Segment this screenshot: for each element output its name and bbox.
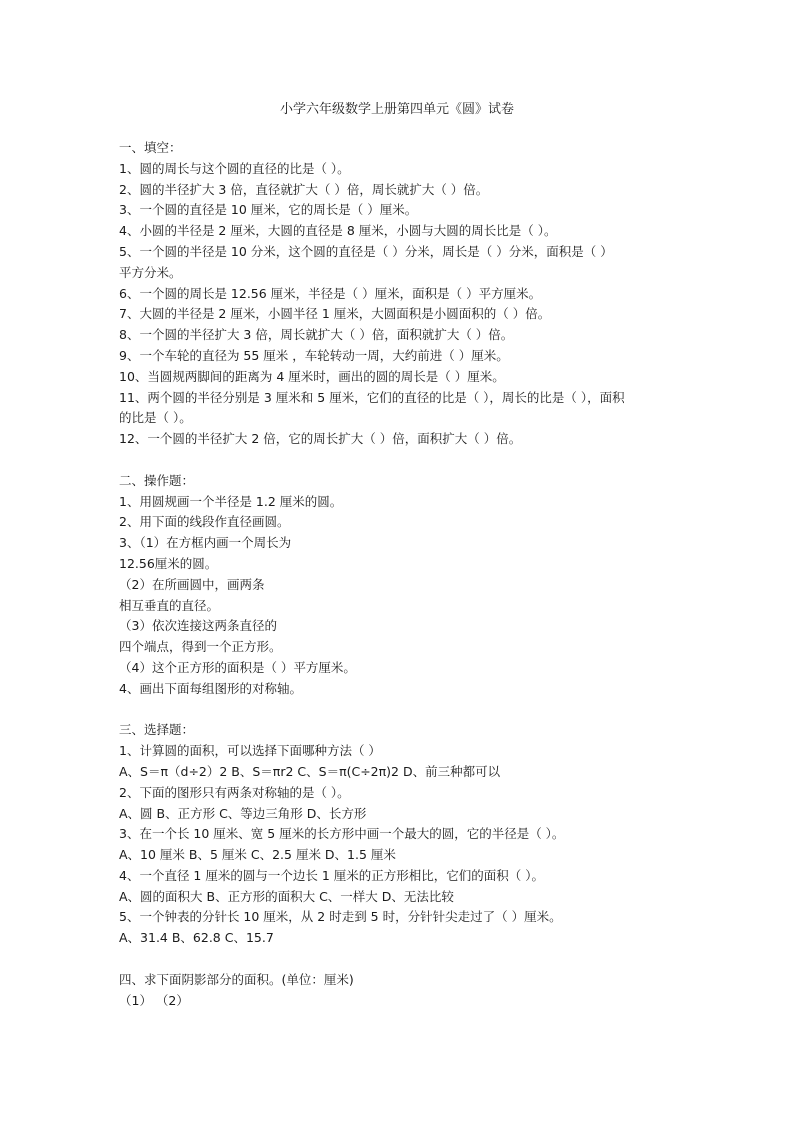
section-spacer bbox=[119, 700, 679, 721]
question-line: 3、在一个长 10 厘米、宽 5 厘米的长方形中画一个最大的圆，它的半径是（ ）。 bbox=[119, 826, 565, 842]
question-line: 3、一个圆的直径是 10 厘米，它的周长是（ ）厘米。 bbox=[119, 202, 418, 218]
question-line: 4、一个直径 1 厘米的圆与一个边长 1 厘米的正方形相比，它们的面积（ ）。 bbox=[119, 867, 544, 883]
question-line: （3）依次连接这两条直径的 bbox=[119, 618, 277, 634]
section-fill-in bbox=[119, 138, 679, 450]
choice-line: A、10 厘米 B、5 厘米 C、2.5 厘米 D、1.5 厘米 bbox=[119, 847, 396, 863]
question-line: 2、圆的半径扩大 3 倍，直径就扩大（ ）倍，周长就扩大（ ）倍。 bbox=[119, 181, 489, 197]
section-heading: 四、求下面阴影部分的面积。(单位：厘米) bbox=[119, 971, 354, 987]
question-line: 10、当圆规两脚间的距离为 4 厘米时，画出的圆的周长是（ ）厘米。 bbox=[119, 368, 505, 384]
question-line: 相互垂直的直径。 bbox=[119, 597, 220, 613]
question-line: 1、圆的周长与这个圆的直径的比是（ ）。 bbox=[119, 160, 350, 176]
question-line: 3、（1）在方框内画一个周长为 bbox=[119, 535, 292, 551]
section-spacer bbox=[119, 949, 679, 970]
question-line: 9、一个车轮的直径为 55 厘米 ，车轮转动一周，大约前进（ ）厘米。 bbox=[119, 347, 509, 363]
section-operation bbox=[119, 471, 679, 700]
question-line: （1） （2） bbox=[119, 992, 189, 1008]
section-heading: 二、操作题： bbox=[119, 472, 195, 488]
section-heading: 三、选择题： bbox=[119, 722, 195, 738]
section-spacer bbox=[119, 450, 679, 471]
choice-line: A、圆的面积大 B、正方形的面积大 C、一样大 D、无法比较 bbox=[119, 888, 454, 904]
question-line: 11、两个圆的半径分别是 3 厘米和 5 厘米，它们的直径的比是（ ），周长的比是（ ），面积 bbox=[119, 389, 625, 405]
section-shaded-area bbox=[119, 970, 679, 1012]
choice-line: A、圆 B、正方形 C、等边三角形 D、长方形 bbox=[119, 805, 367, 821]
question-line: 4、小圆的半径是 2 厘米，大圆的直径是 8 厘米，小圆与大圆的周长比是（ ）。 bbox=[119, 223, 557, 239]
question-line: 的比是（ ）。 bbox=[119, 410, 192, 426]
question-line: 8、一个圆的半径扩大 3 倍，周长就扩大（ ）倍，面积就扩大（ ）倍。 bbox=[119, 327, 514, 343]
choice-line: A、S＝π（d÷2）2 B、S＝πr2 C、S＝π(C÷2π)2 D、前三种都可以 bbox=[119, 763, 501, 779]
question-line: 4、画出下面每组图形的对称轴。 bbox=[119, 680, 302, 696]
section-multiple-choice bbox=[119, 720, 679, 949]
question-line: 12.56厘米的圆。 bbox=[119, 555, 218, 571]
choice-line: A、31.4 B、62.8 C、15.7 bbox=[119, 930, 274, 946]
question-line: 7、大圆的半径是 2 厘米，小圆半径 1 厘米，大圆面积是小圆面积的（ ）倍。 bbox=[119, 306, 551, 322]
question-line: 四个端点，得到一个正方形。 bbox=[119, 639, 282, 655]
question-line: 1、用圆规画一个半径是 1.2 厘米的圆。 bbox=[119, 493, 343, 509]
question-line: 5、一个钟表的分针长 10 厘米，从 2 时走到 5 时，分针针尖走过了（ ）厘米。 bbox=[119, 909, 562, 925]
question-line: （4）这个正方形的面积是（ ）平方厘米。 bbox=[119, 659, 356, 675]
question-line: 2、用下面的线段作直径画圆。 bbox=[119, 514, 290, 530]
question-line: 平方分米。 bbox=[119, 264, 182, 280]
question-line: 5、一个圆的半径是 10 分米，这个圆的直径是（ ）分米，周长是（ ）分米，面积是（ ） bbox=[119, 243, 613, 259]
question-line: （2）在所画圆中，画两条 bbox=[119, 576, 265, 592]
question-line: 6、一个圆的周长是 12.56 厘米，半径是（ ）厘米，面积是（ ）平方厘米。 bbox=[119, 285, 542, 301]
question-line: 2、下面的图形只有两条对称轴的是（ ）。 bbox=[119, 784, 350, 800]
question-line: 1、计算圆的面积，可以选择下面哪种方法（ ） bbox=[119, 743, 381, 759]
exam-content bbox=[119, 138, 679, 1011]
page-title: 小学六年级数学上册第四单元《圆》试卷 bbox=[279, 102, 514, 117]
question-line: 12、一个圆的半径扩大 2 倍，它的周长扩大（ ）倍，面积扩大（ ）倍。 bbox=[119, 431, 522, 447]
section-heading: 一、填空： bbox=[119, 140, 182, 155]
